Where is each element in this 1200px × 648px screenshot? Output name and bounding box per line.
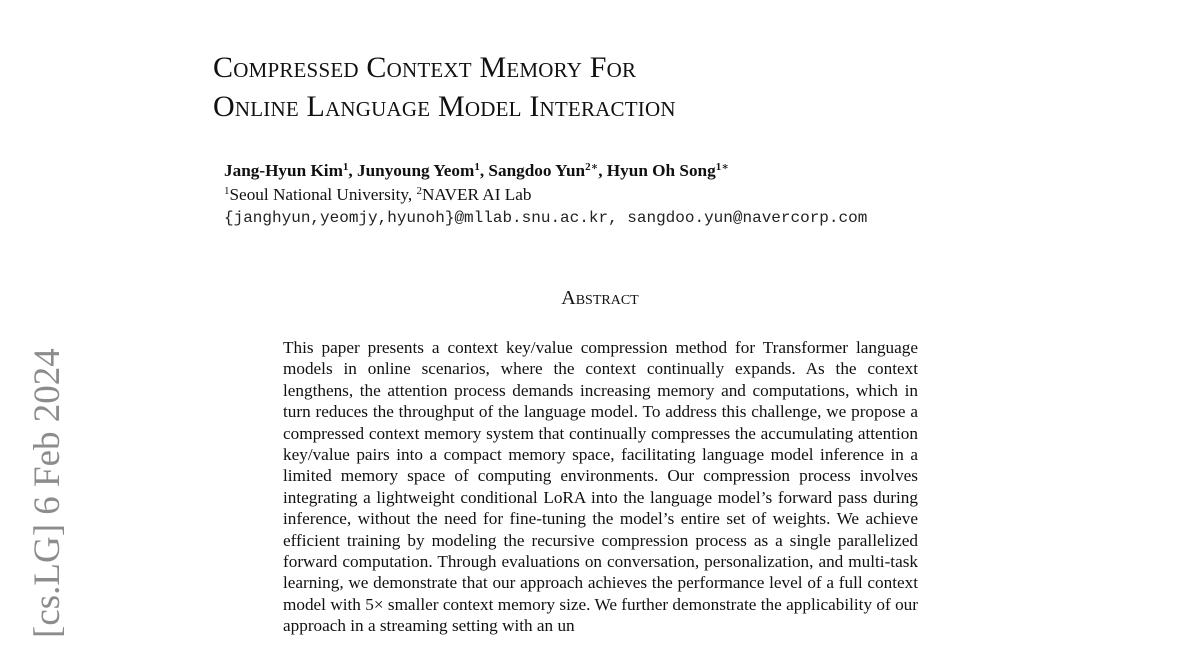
abstract-heading: Abstract: [561, 287, 639, 309]
author-separator: ,: [348, 161, 357, 180]
author-affil-mark: 2∗: [585, 161, 599, 173]
author-emails: {janghyun,yeomjy,hyunoh}@mllab.snu.ac.kr, sangdoo.yun@navercorp.com: [224, 209, 868, 227]
author-affil-mark: 1: [342, 161, 349, 173]
author-name: Sangdoo Yun: [488, 161, 586, 180]
author-separator: ,: [479, 161, 489, 180]
title-line-1: Compressed Context Memory For: [213, 51, 637, 84]
arxiv-side-stamp: [26, 318, 70, 638]
author-affil-mark: 1: [474, 161, 480, 173]
arxiv-stamp-text: [cs.LG] 6 Feb 2024: [27, 348, 68, 638]
author-name: Hyun Oh Song: [606, 161, 716, 180]
affiliations: [224, 184, 531, 206]
paper-title: [213, 48, 676, 126]
author-name: Jang-Hyun Kim: [224, 161, 343, 180]
author-list: [224, 160, 729, 182]
affiliation-1: Seoul National University,: [229, 185, 417, 204]
affiliation-2: NAVER AI Lab: [421, 185, 532, 204]
author-affil-mark: 1∗: [715, 161, 729, 173]
author-name: Junyoung Yeom: [357, 161, 475, 180]
author-separator: ,: [598, 161, 607, 180]
title-line-2: Online Language Model Interaction: [213, 90, 676, 123]
abstract-text: This paper presents a context key/value compression method for Transformer language models in online scenarios, where the context continually expands. As the context lengthens, the attention process demands increasing memory and computations, which in turn reduces the throughput of the language model. To address this challenge, we propose a compressed context memory system that continually compresses the accumulating attention key/value pairs into a compact memory space, facilitating language model inference in a limited memory space of computing environments. Our compression process involves integrating a lightweight conditional LoRA into the language model’s forward pass during inference, without the need for fine-tuning the model’s entire set of weights. We achieve efficient training by modeling the recursive compression process as a single parallelized forward computation. Through evaluations on conversation, personalization, and multi-task learning, we demonstrate that our approach achieves the performance level of a full context model with 5× smaller context memory size. We further demonstrate the applicability of our approach in a streaming setting with an un: [283, 338, 918, 636]
affil-mark: 1: [224, 185, 230, 197]
affil-mark: 2: [416, 185, 422, 197]
